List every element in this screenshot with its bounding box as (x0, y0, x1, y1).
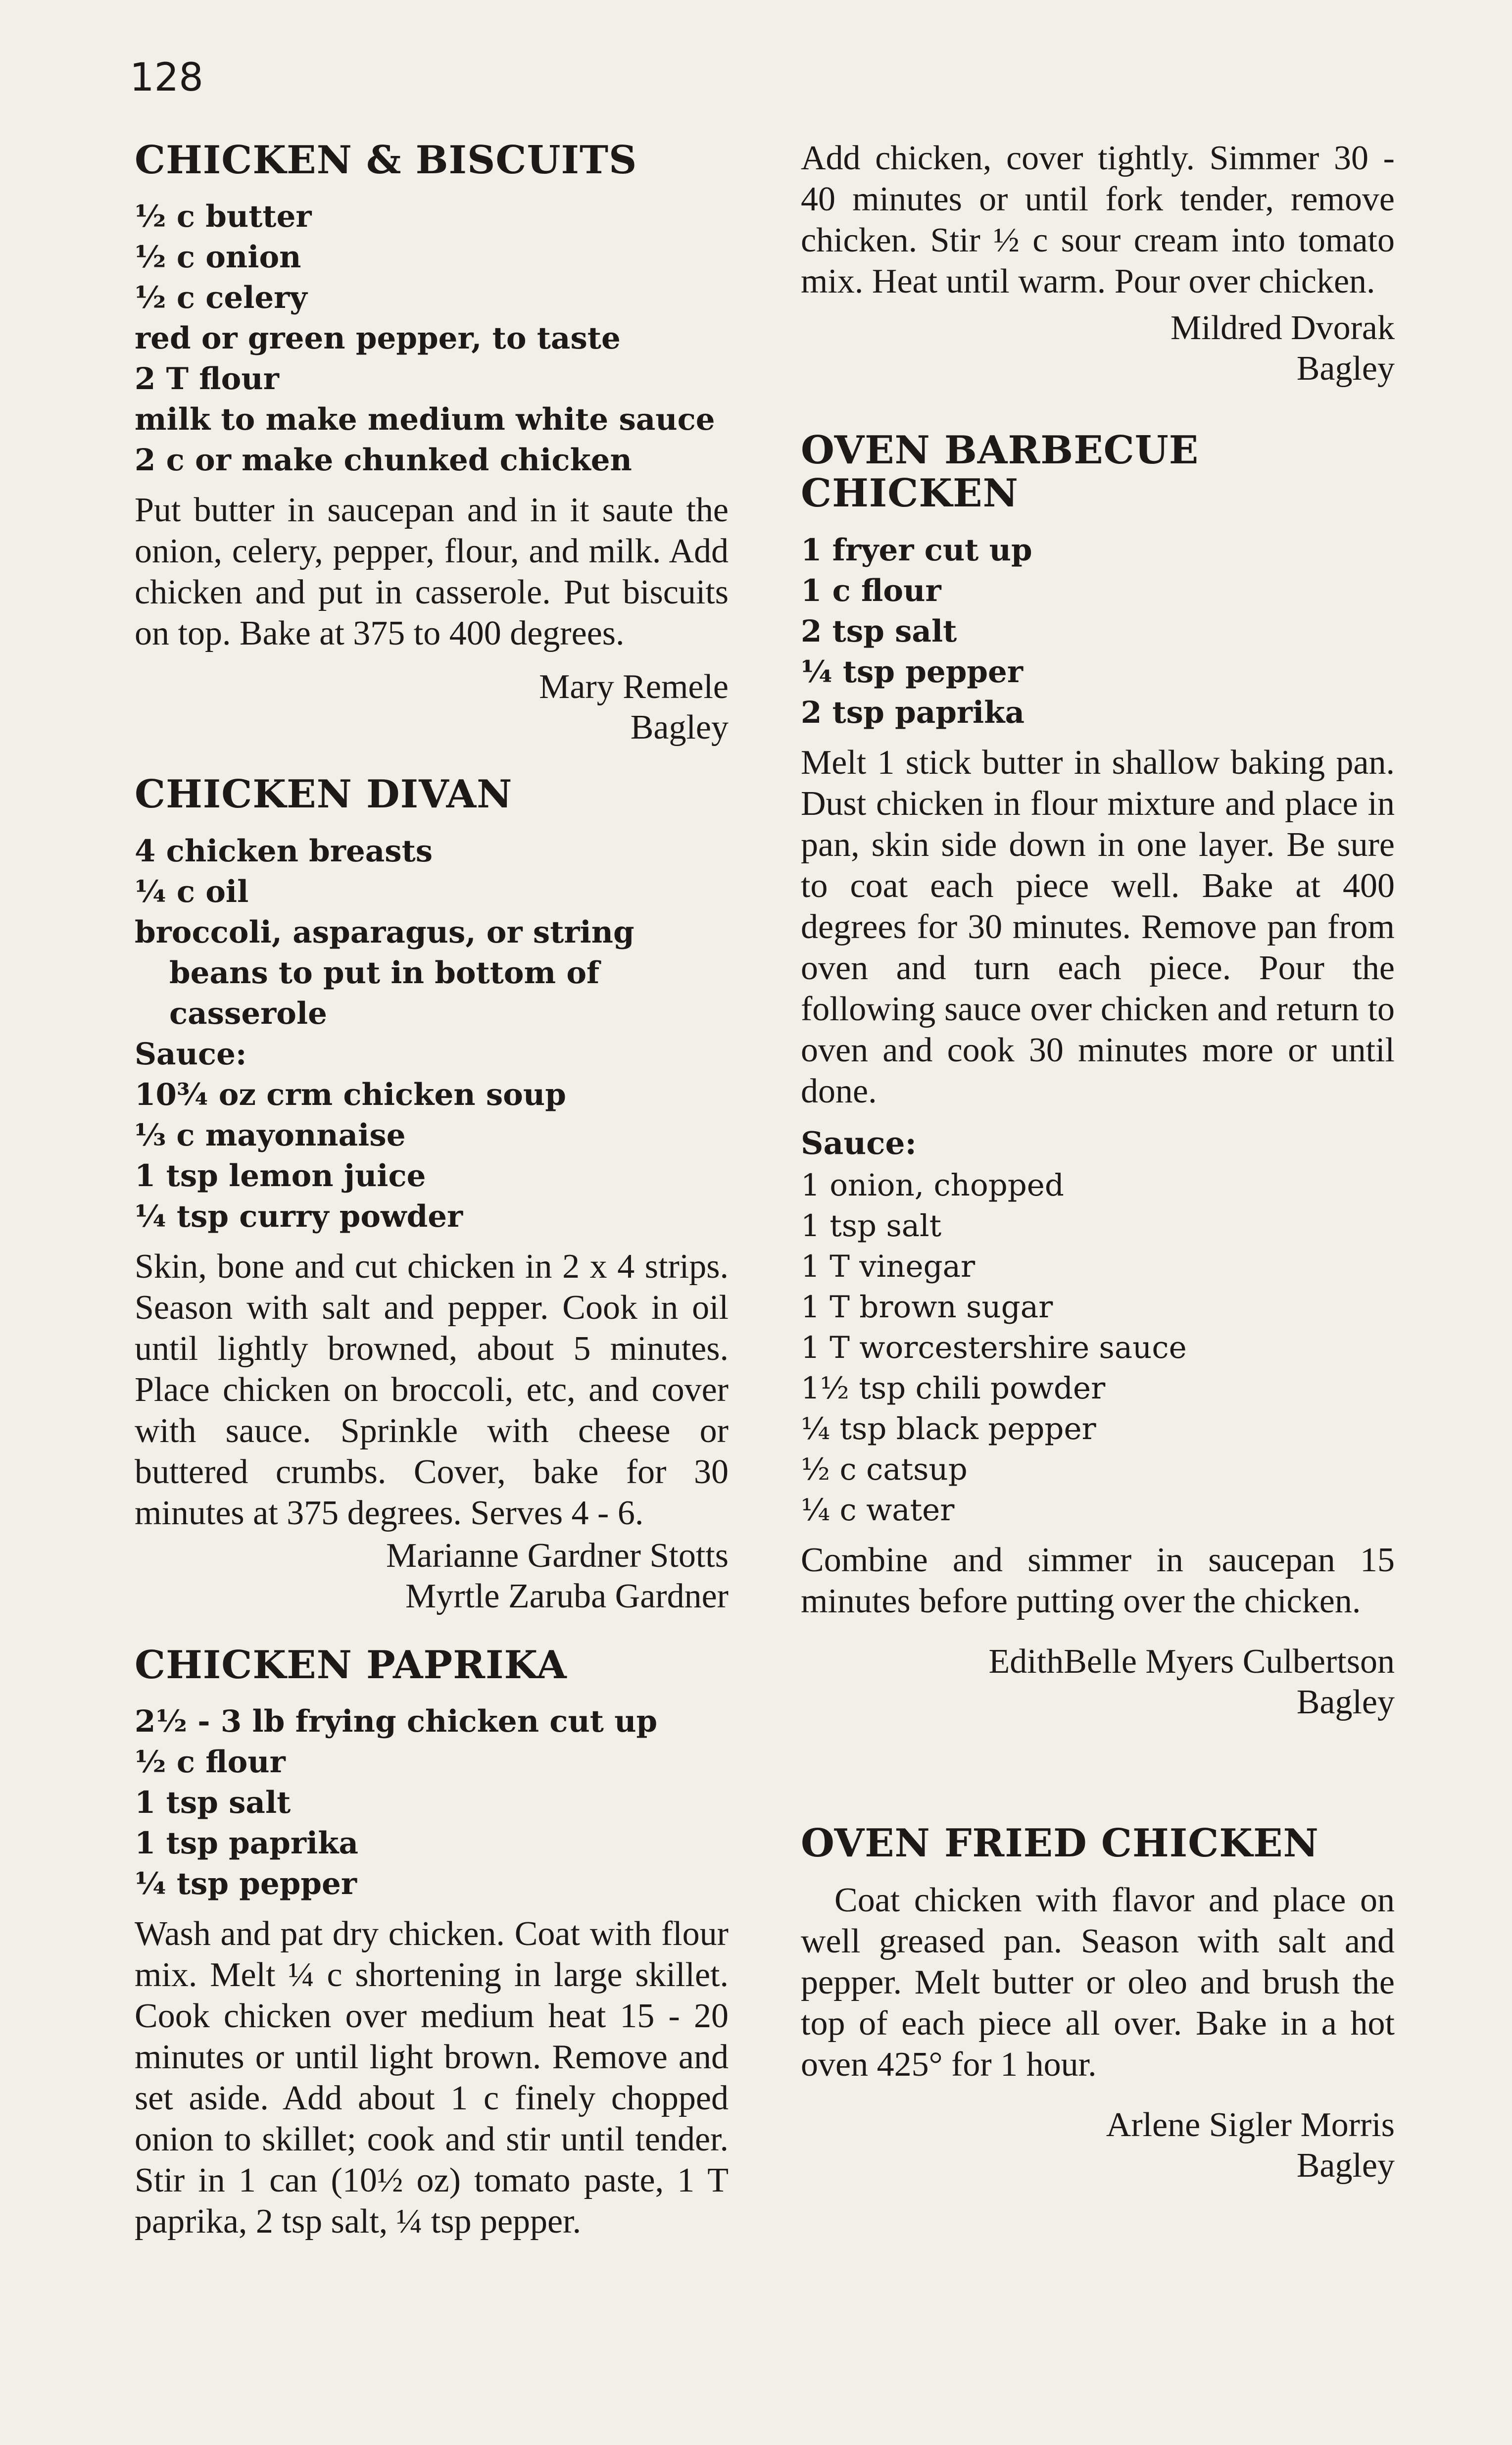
sauce-heading: Sauce: (135, 1036, 247, 1072)
sauce-ingredient: 1 T brown sugar (801, 1289, 1053, 1325)
credit-town: Bagley (1296, 1683, 1395, 1721)
recipe-instructions-continued: Add chicken, cover tightly. Simmer 30 - 40 minutes or until fork tender, remove chicken. Stir ½ c sour cream into tomato mix. Heat until warm. Pour over chicken. (801, 139, 1395, 300)
ingredient: ½ c onion (135, 240, 301, 275)
recipe-credit (135, 667, 729, 748)
sauce-ingredient: 1 onion, chopped (801, 1167, 1064, 1203)
sauce-ingredient: 1 tsp salt (801, 1208, 942, 1244)
credit-name: Mary Remele (539, 668, 729, 706)
ingredient: ½ c butter (135, 199, 312, 235)
page-number: 128 (130, 55, 203, 100)
ingredient: 2 c or make chunked chicken (135, 443, 632, 478)
ingredient: ¼ tsp pepper (135, 1866, 357, 1902)
sauce-ingredient-list (801, 1165, 1395, 1531)
sauce-ingredient: 10¾ oz crm chicken soup (135, 1077, 566, 1112)
recipe-chicken-divan (135, 773, 729, 1616)
sauce-ingredient: 1 T worcestershire sauce (801, 1330, 1187, 1365)
sauce-ingredient: ⅓ c mayonnaise (135, 1117, 406, 1153)
recipe-title: OVEN FRIED CHICKEN (801, 1820, 1319, 1866)
recipe-credit (801, 1642, 1395, 1723)
ingredient: 4 chicken breasts (135, 833, 433, 869)
recipe-title: OVEN BARBECUE CHICKEN (801, 428, 1199, 516)
ingredient-list (135, 1701, 729, 1904)
ingredient: 1 c flour (801, 573, 941, 608)
ingredient: ¼ tsp pepper (801, 654, 1023, 690)
sauce-instructions: Combine and simmer in saucepan 15 minutes before putting over the chicken. (801, 1541, 1395, 1620)
recipe-credit (801, 2105, 1395, 2186)
sauce-ingredient: ¼ c water (801, 1492, 955, 1528)
ingredient: 1 tsp salt (135, 1785, 291, 1821)
credit-name: Myrtle Zaruba Gardner (405, 1577, 729, 1615)
recipe-credit (135, 1536, 729, 1617)
recipe-title: CHICKEN DIVAN (135, 772, 513, 817)
credit-name: Arlene Sigler Morris (1106, 2106, 1395, 2145)
sauce-ingredient: 1½ tsp chili powder (801, 1370, 1106, 1406)
recipe-oven-fried-chicken (801, 1822, 1395, 2186)
ingredient: 2 tsp paprika (801, 695, 1025, 730)
ingredient: 1 tsp paprika (135, 1826, 359, 1861)
credit-town: Bagley (630, 708, 729, 747)
ingredient: milk to make medium white sauce (135, 402, 715, 438)
sauce-ingredient: ½ c catsup (801, 1451, 968, 1487)
ingredient: 2½ - 3 lb frying chicken cut up (135, 1704, 658, 1740)
recipe-instructions: Wash and pat dry chicken. Coat with flour mix. Melt ¼ c shortening in large skillet. Cook chicken over medium heat 15 - 20 minutes or until light brown. Remove and set aside. Add about 1 c finely chopped onion to skillet; cook and stir until tender. Stir in 1 can (10½ oz) tomato paste, 1 T paprika, 2 tsp salt, ¼ tsp pepper. (135, 1915, 729, 2241)
left-column (135, 139, 729, 2255)
sauce-heading: Sauce: (801, 1124, 917, 1161)
ingredient: 2 tsp salt (801, 613, 957, 649)
ingredient: broccoli, asparagus, or string beans to put in bottom of casserole (135, 914, 634, 1031)
recipe-chicken-biscuits (135, 139, 729, 748)
ingredient-list (801, 530, 1395, 733)
recipe-instructions: Melt 1 stick butter in shallow baking pan. Dust chicken in flour mixture and place in pan, skin side down in one layer. Be sure to coat each piece well. Bake at 400 degrees for 30 minutes. Remove pan from oven and turn each piece. Pour the following sauce over chicken and return to oven and cook 30 minutes more or until done. (801, 743, 1395, 1110)
credit-name: EdithBelle Myers Culbertson (988, 1642, 1395, 1681)
ingredient: red or green pepper, to taste (135, 321, 621, 356)
ingredient-list (135, 197, 729, 481)
ingredient: 2 T flour (135, 361, 279, 397)
recipe-instructions: Skin, bone and cut chicken in 2 x 4 strips. Season with salt and pepper. Cook in oil until lightly browned, about 5 minutes. Place chicken on broccoli, etc, and cover with sauce. Sprinkle with cheese or buttered crumbs. Cover, bake for 30 minutes at 375 degrees. Serves 4 - 6. (135, 1247, 729, 1532)
recipe-chicken-paprika (135, 1644, 729, 2242)
credit-name: Mildred Dvorak (1171, 309, 1395, 347)
recipe-title: CHICKEN PAPRIKA (135, 1642, 567, 1688)
recipe-title: CHICKEN & BISCUITS (135, 138, 637, 183)
ingredient-list (135, 831, 729, 1034)
sauce-ingredient: 1 T vinegar (801, 1248, 975, 1284)
ingredient: ½ c celery (135, 280, 307, 316)
credit-town: Bagley (1296, 349, 1395, 388)
recipe-instructions: Coat chicken with flavor and place on well greased pan. Season with salt and pepper. Melt butter or oleo and brush the top of each piece all over. Bake in a hot oven 425° for 1 hour. (801, 1881, 1395, 2084)
recipe-chicken-paprika-continued (801, 138, 1395, 389)
sauce-ingredient: 1 tsp lemon juice (135, 1158, 426, 1194)
credit-town: Bagley (1296, 2146, 1395, 2185)
ingredient: 1 fryer cut up (801, 532, 1032, 568)
recipe-instructions: Put butter in saucepan and in it saute the onion, celery, pepper, flour, and milk. Add chicken and put in casserole. Put biscuits on top. Bake at 375 to 400 degrees. (135, 491, 729, 653)
sauce-ingredient-list (135, 1075, 729, 1237)
recipe-credit (801, 308, 1395, 389)
ingredient: ½ c flour (135, 1745, 286, 1780)
right-column (801, 138, 1395, 2186)
ingredient: ¼ c oil (135, 874, 249, 909)
sauce-ingredient: ¼ tsp curry powder (135, 1198, 463, 1234)
credit-name: Marianne Gardner Stotts (386, 1536, 729, 1575)
recipe-oven-barbecue-chicken (801, 429, 1395, 1723)
sauce-ingredient: ¼ tsp black pepper (801, 1411, 1096, 1447)
